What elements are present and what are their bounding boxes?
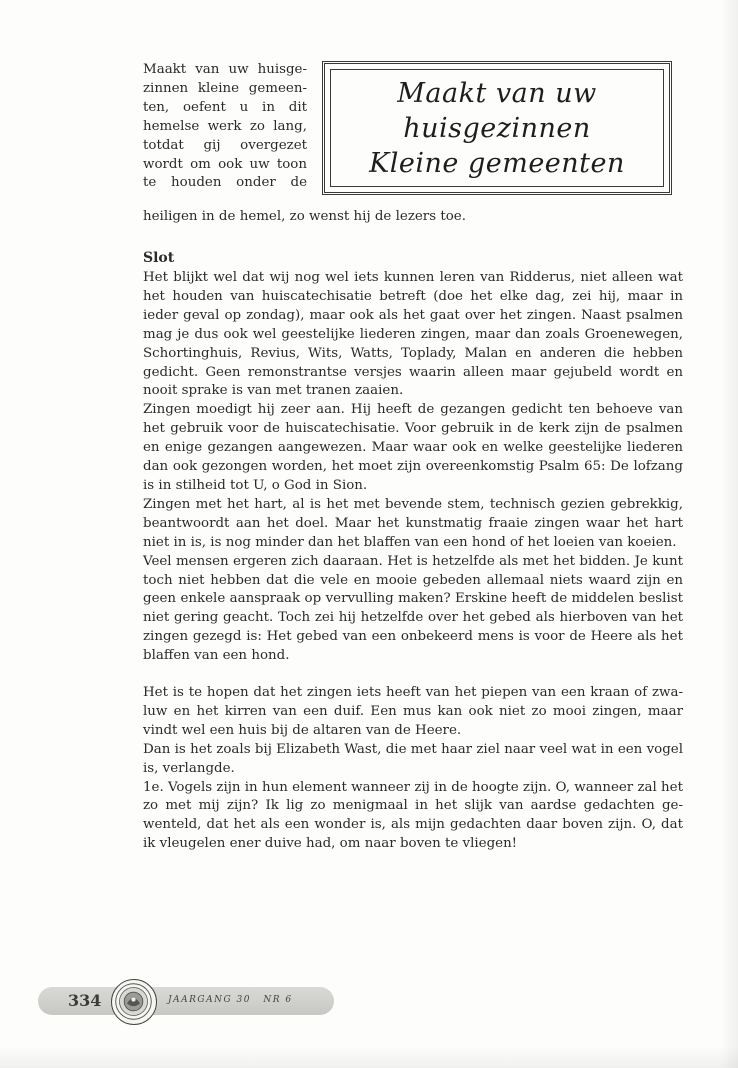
pullquote-line: huisgezinnen [403,112,591,144]
pullquote-box [322,61,672,195]
intro-line: zinnen kleine gemeen- [143,80,307,96]
intro-line: totdat gij overgezet [143,137,307,153]
intro-line: hemelse werk zo lang, [143,118,307,134]
body-paragraph: Zingen met het hart, al is het met bevende stem, technisch gezien gebrekkig, beantwoordt aan het doel. Maar het kunstmatig fraaie zingen waar het hart niet in is, is nog minder dan het blaffen van een hond of het loeien van koeien. [143,496,683,550]
intro-line: te houden onder de [143,175,307,191]
pullquote-line: Maakt van uw [397,77,597,109]
paragraph-break [143,666,683,684]
body-paragraph: Het is te hopen dat het zingen iets heeft van het piepen van een kraan of zwaluw en het kirren van een duif. Een mus kan ook niet zo mooi zingen, maar vindt wel een huis bij de altaren van de Heere. [143,685,683,738]
body-paragraph: 1e. Vogels zijn in hun element wanneer zij in de hoogte zijn. O, wanneer zal het zo met mij zijn? Ik lig zo menigmaal in het slijk van aardse gedachten gewenteld, dat het als een wonder is, als mijn gedachten daar boven zijn. O, dat ik vleugelen ener duive had, om naar boven te vliegen! [143,779,683,852]
body-paragraph: Veel mensen ergeren zich daaraan. Het is hetzelfde als met het bidden. Je kunt toch niet hebben dat die vele en mooie gebeden allemaal niets waard zijn en geen enkele aanspraak op vervulling maken? Erskine heeft de middelen beslist niet gering geacht. Toch zei hij hetzelfde over het gebed als hierboven van het zingen gezegd is: Het gebed van een onbekeerd mens is voor de Heere als het blaffen van een hond. [143,553,683,664]
intro-line: wordt om ook uw toon [143,156,307,172]
intro-text-column [143,61,307,193]
pullquote-line: Kleine gemeenten [369,147,625,179]
issue-label: NR 6 [263,995,293,1005]
paragraph-2-text: Zingen moedigt hij zeer aan. Hij heeft de gezangen gedicht ten behoeve van het gebruik voor de huiscatechisatie. Voor gebruik in de kerk zijn de psalmen en enige gezangen aangewezen. Maar waar ook en welke geestelijke liederen dan ook gezongen worden, het moet zijn overeenkomstig Psalm 65: De lofzang is in stilheid tot U, o God in Sion. [143,402,683,493]
issue-info [168,995,301,1005]
volume-label: JAARGANG 30 [168,995,251,1005]
intro-continuation-line: heiligen in de hemel, zo wenst hij de lezers toe. [143,209,466,224]
body-paragraph [143,401,683,496]
intro-continuation [143,208,683,227]
journal-emblem-icon [111,979,157,1025]
page-edge-shadow [720,0,738,1068]
body-paragraph: Dan is het zoals bij Elizabeth Wast, die met haar ziel naar veel wat in een vogel is, verlangde. [143,741,683,776]
page-number: 334 [68,991,102,1010]
page-footer [38,978,338,1026]
page-bottom-shadow [0,1046,738,1068]
section-heading: Slot [143,250,175,266]
intro-line: ten, oefent u in dit [143,99,307,115]
article-body [143,248,683,854]
intro-line: Maakt van uw huisge- [143,62,307,77]
body-paragraph: Het blijkt wel dat wij nog wel iets kunnen leren van Ridderus, niet alleen wat het houden van huiscatechisatie betreft (doe het elke dag, zei hij, maar in ieder geval op zondag), maar ook als het gaat over het zingen. Naast psalmen mag je dus ook wel geestelijke liederen zingen, maar dan zoals Groenewegen, Schortinghuis, Revius, Wits, Watts, Toplady, Malan en anderen die hebben gedicht. Geen remonstrantse versjes waarin alleen maar gejubeld wordt en nooit sprake is van met tranen zaaien. [143,270,683,399]
pullquote-inner-frame [330,69,664,187]
